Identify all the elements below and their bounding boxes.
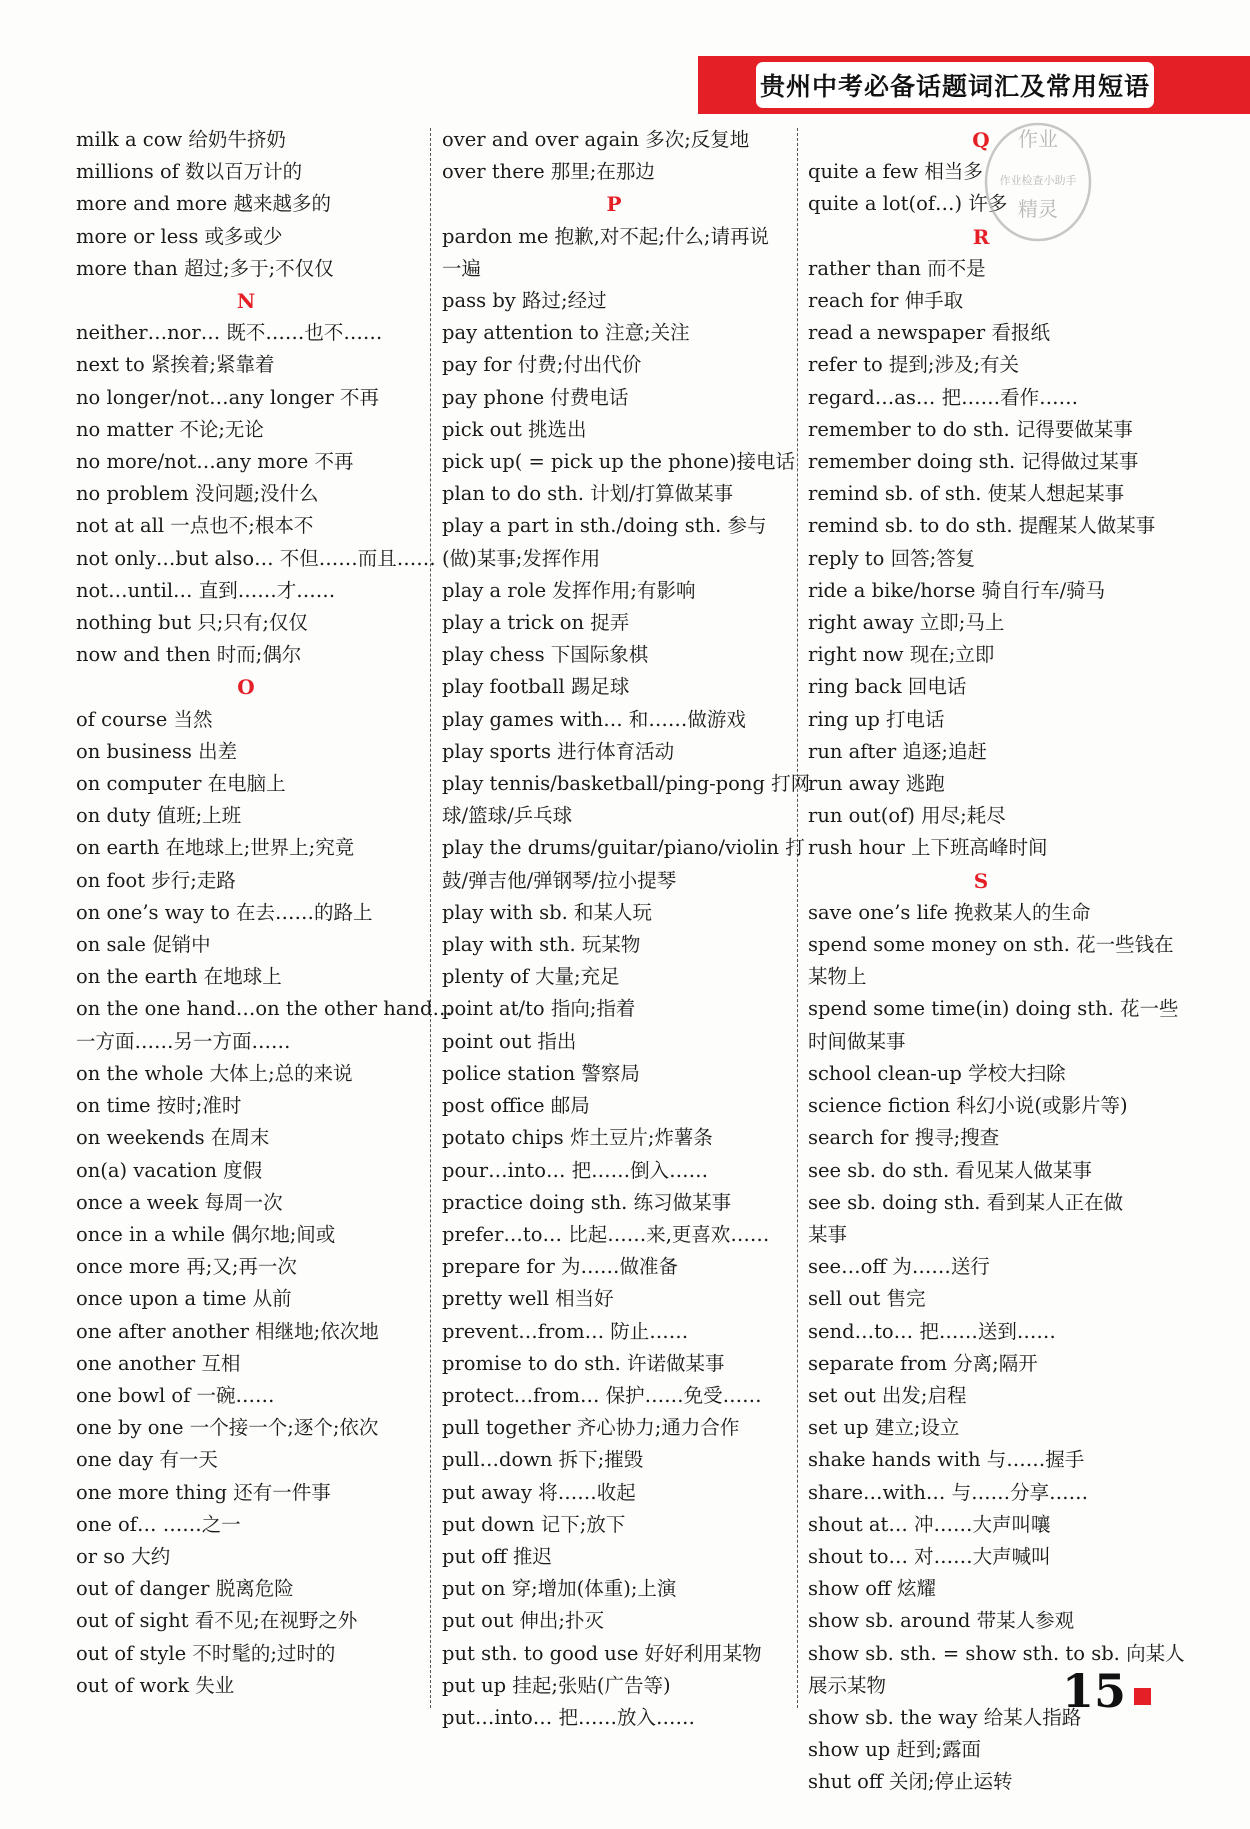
phrase-entry: shout to… 对……大声喊叫: [808, 1544, 1051, 1568]
phrase-entry: rush hour 上下班高峰时间: [808, 836, 1048, 860]
phrase-entry: pass by 路过;经过: [442, 289, 607, 313]
phrase-entry: rather than 而不是: [808, 256, 986, 280]
phrase-entry: no more/not…any more 不再: [76, 450, 354, 474]
stamp-top-text: 作业: [1018, 127, 1058, 151]
column-divider: [797, 128, 798, 1708]
phrase-entry: reply to 回答;答复: [808, 546, 976, 570]
phrase-entry: set out 出发;启程: [808, 1383, 967, 1407]
phrase-entry: point at/to 指向;指着: [442, 997, 636, 1021]
phrase-entry: on computer 在电脑上: [76, 772, 286, 796]
phrase-entry: 展示某物: [808, 1673, 887, 1697]
phrase-entry: quite a lot(of…) 许多: [808, 192, 1008, 216]
phrase-entry: once more 再;又;再一次: [76, 1255, 297, 1279]
phrase-entry: remember to do sth. 记得要做某事: [808, 417, 1133, 441]
phrase-entry: put…into… 把……放入……: [442, 1705, 695, 1729]
phrase-entry: 鼓/弹吉他/弹钢琴/拉小提琴: [442, 868, 677, 892]
phrase-entry: 一方面……另一方面……: [76, 1029, 291, 1053]
phrase-entry: potato chips 炸土豆片;炸薯条: [442, 1126, 713, 1150]
column-right: [808, 124, 1185, 1799]
phrase-entry: read a newspaper 看报纸: [808, 321, 1050, 345]
phrase-entry: right now 现在;立即: [808, 643, 995, 667]
page-marker-square: [1134, 1688, 1151, 1705]
phrase-entry: play football 踢足球: [442, 675, 630, 699]
phrase-entry: run away 逃跑: [808, 772, 945, 796]
phrase-entry: play with sb. 和某人玩: [442, 900, 652, 924]
phrase-entry: save one’s life 挽救某人的生命: [808, 900, 1091, 924]
phrase-entry: pay for 付费;付出代价: [442, 353, 642, 377]
phrase-entry: out of sight 看不见;在视野之外: [76, 1609, 358, 1633]
phrase-entry: remember doing sth. 记得做过某事: [808, 450, 1139, 474]
phrase-entry: more than 超过;多于;不仅仅: [76, 256, 334, 280]
phrase-entry: pay attention to 注意;关注: [442, 321, 690, 345]
phrase-entry: prepare for 为……做准备: [442, 1255, 678, 1279]
phrase-entry: of course 当然: [76, 707, 213, 731]
phrase-entry: pay phone 付费电话: [442, 385, 629, 409]
phrase-entry: show up 赶到;露面: [808, 1738, 982, 1762]
phrase-entry: on foot 步行;走路: [76, 868, 236, 892]
phrase-entry: science fiction 科幻小说(或影片等): [808, 1094, 1128, 1118]
phrase-entry: on time 按时;准时: [76, 1094, 242, 1118]
section-letter: N: [236, 289, 256, 314]
phrase-entry: refer to 提到;涉及;有关: [808, 353, 1020, 377]
phrase-entry: shake hands with 与……握手: [808, 1448, 1085, 1472]
section-letter: S: [973, 868, 989, 893]
phrase-entry: play tennis/basketball/ping-pong 打网: [442, 772, 811, 796]
phrase-entry: 某物上: [808, 965, 867, 989]
phrase-entry: or so 大约: [76, 1544, 171, 1568]
phrase-entry: promise to do sth. 许诺做某事: [442, 1351, 725, 1375]
stamp-middle-text: 作业检查小助手: [999, 174, 1077, 187]
phrase-entry: out of danger 脱离危险: [76, 1577, 294, 1601]
phrase-entry: over there 那里;在那边: [442, 160, 655, 184]
phrase-entry: shut off 关闭;停止运转: [808, 1770, 1013, 1794]
phrase-entry: play a role 发挥作用;有影响: [442, 578, 696, 602]
phrase-entry: ring back 回电话: [808, 675, 967, 699]
phrase-entry: on sale 促销中: [76, 933, 211, 957]
phrase-entry: one another 互相: [76, 1351, 241, 1375]
phrase-entry: once in a while 偶尔地;间或: [76, 1222, 336, 1246]
section-letter: R: [972, 224, 990, 249]
phrase-entry: put up 挂起;张贴(广告等): [442, 1673, 671, 1697]
phrase-entry: one of… ……之一: [76, 1512, 241, 1536]
phrase-entry: separate from 分离;隔开: [808, 1351, 1038, 1375]
phrase-entry: pardon me 抱歉,对不起;什么;请再说: [442, 224, 769, 248]
stamp-bottom-text: 精灵: [1018, 197, 1058, 221]
phrase-entry: see…off 为……送行: [808, 1255, 990, 1279]
phrase-entry: not…until… 直到……才……: [76, 578, 336, 602]
phrase-entry: on business 出差: [76, 739, 238, 763]
phrase-entry: pour…into… 把……倒入……: [442, 1158, 709, 1182]
phrase-entry: share…with… 与……分享……: [808, 1480, 1089, 1504]
phrase-entry: put off 推迟: [442, 1544, 552, 1568]
phrase-entry: (做)某事;发挥作用: [442, 546, 601, 570]
phrase-entry: out of work 失业: [76, 1673, 235, 1697]
phrase-entry: more or less 或多或少: [76, 224, 283, 248]
column-middle: [442, 124, 811, 1734]
phrase-entry: on the earth 在地球上: [76, 965, 282, 989]
phrase-entry: show sb. the way 给某人指路: [808, 1705, 1082, 1729]
phrase-entry: put on 穿;增加(体重);上演: [442, 1577, 677, 1601]
phrase-entry: play the drums/guitar/piano/violin 打: [442, 836, 805, 860]
column-left: [76, 124, 452, 1702]
phrase-entry: on earth 在地球上;世界上;究竟: [76, 836, 355, 860]
phrase-entry: put away 将……收起: [442, 1480, 636, 1504]
phrase-entry: see sb. doing sth. 看到某人正在做: [808, 1190, 1124, 1214]
phrase-entry: show sb. sth. = show sth. to sb. 向某人: [808, 1641, 1185, 1665]
phrase-entry: pick up( = pick up the phone)接电话: [442, 450, 796, 474]
column-divider: [430, 128, 431, 1708]
phrase-entry: one by one 一个接一个;逐个;依次: [76, 1416, 379, 1440]
phrase-entry: ring up 打电话: [808, 707, 945, 731]
phrase-entry: pretty well 相当好: [442, 1287, 614, 1311]
phrase-entry: one after another 相继地;依次地: [76, 1319, 379, 1343]
phrase-entry: play sports 进行体育活动: [442, 739, 675, 763]
phrase-entry: put out 伸出;扑灭: [442, 1609, 604, 1633]
phrase-entry: shout at… 冲……大声叫嚷: [808, 1512, 1051, 1536]
section-letter: Q: [972, 128, 990, 152]
phrase-entry: put sth. to good use 好好利用某物: [442, 1641, 762, 1665]
phrase-entry: ride a bike/horse 骑自行车/骑马: [808, 578, 1106, 602]
phrase-entry: on weekends 在周末: [76, 1126, 270, 1150]
phrase-entry: pick out 挑选出: [442, 417, 587, 441]
phrase-entry: once a week 每周一次: [76, 1190, 283, 1214]
phrase-entry: over and over again 多次;反复地: [442, 128, 750, 151]
phrase-entry: prefer…to… 比起……来,更喜欢……: [442, 1222, 770, 1246]
phrase-entry: spend some time(in) doing sth. 花一些: [808, 997, 1179, 1021]
phrase-entry: nothing but 只;只有;仅仅: [76, 611, 308, 635]
phrase-entry: no matter 不论;无论: [76, 417, 264, 441]
phrase-entry: on the whole 大体上;总的来说: [76, 1061, 353, 1085]
phrase-entry: no longer/not…any longer 不再: [76, 385, 380, 409]
phrase-entry: play with sth. 玩某物: [442, 933, 641, 957]
phrase-entry: search for 搜寻;搜查: [808, 1126, 1000, 1150]
phrase-entry: 一遍: [442, 256, 482, 280]
phrase-entry: on one’s way to 在去……的路上: [76, 900, 373, 924]
phrase-entry: see sb. do sth. 看见某人做某事: [808, 1158, 1092, 1182]
phrase-entry: 球/篮球/乒乓球: [442, 804, 573, 828]
phrase-entry: reach for 伸手取: [808, 289, 964, 313]
phrase-entry: run out(of) 用尽;耗尽: [808, 804, 1006, 828]
phrase-entry: plenty of 大量;充足: [442, 965, 620, 989]
phrase-entry: post office 邮局: [442, 1094, 590, 1118]
phrase-entry: no problem 没问题;没什么: [76, 482, 319, 506]
page-title: 贵州中考必备话题词汇及常用短语: [756, 62, 1154, 108]
stamp-seal: [976, 116, 1096, 246]
phrase-entry: one day 有一天: [76, 1448, 218, 1472]
phrase-entry: on duty 值班;上班: [76, 804, 242, 828]
phrase-entry: not only…but also… 不但……而且……: [76, 546, 436, 570]
phrase-entry: play a trick on 捉弄: [442, 611, 630, 635]
phrase-entry: set up 建立;设立: [808, 1416, 960, 1440]
phrase-entry: neither…nor… 既不……也不……: [76, 321, 383, 345]
phrase-entry: once upon a time 从前: [76, 1287, 292, 1311]
phrase-entry: play chess 下国际象棋: [442, 643, 649, 667]
phrase-entry: practice doing sth. 练习做某事: [442, 1190, 732, 1214]
phrase-entry: quite a few 相当多: [808, 160, 983, 184]
phrase-entry: 某事: [808, 1222, 848, 1246]
phrase-entry: remind sb. of sth. 使某人想起某事: [808, 482, 1125, 506]
phrase-entry: send…to… 把……送到……: [808, 1319, 1056, 1343]
phrase-entry: on the one hand…on the other hand…: [76, 997, 452, 1021]
phrase-entry: protect…from… 保护……免受……: [442, 1383, 762, 1407]
phrase-entry: plan to do sth. 计划/打算做某事: [442, 482, 734, 506]
phrase-entry: pull…down 拆下;摧毁: [442, 1448, 644, 1472]
phrase-entry: not at all 一点也不;根本不: [76, 514, 314, 538]
phrase-entry: right away 立即;马上: [808, 611, 1005, 635]
phrase-entry: remind sb. to do sth. 提醒某人做某事: [808, 514, 1156, 538]
phrase-entry: now and then 时而;偶尔: [76, 643, 302, 667]
phrase-entry: play a part in sth./doing sth. 参与: [442, 514, 767, 538]
phrase-entry: show sb. around 带某人参观: [808, 1609, 1075, 1633]
section-letter: P: [606, 192, 622, 217]
phrase-entry: put down 记下;放下: [442, 1512, 626, 1536]
phrase-entry: sell out 售完: [808, 1287, 926, 1311]
phrase-entry: school clean-up 学校大扫除: [808, 1061, 1066, 1085]
page-number: 15: [1062, 1664, 1127, 1718]
phrase-entry: run after 追逐;追赶: [808, 739, 987, 763]
phrase-entry: police station 警察局: [442, 1061, 640, 1085]
section-letter: O: [237, 675, 255, 700]
phrase-entry: on(a) vacation 度假: [76, 1158, 263, 1182]
phrase-entry: regard…as… 把……看作……: [808, 385, 1079, 409]
phrase-entry: 时间做某事: [808, 1029, 906, 1053]
phrase-entry: prevent…from… 防止……: [442, 1319, 689, 1343]
phrase-entry: one more thing 还有一件事: [76, 1480, 331, 1504]
phrase-entry: show off 炫耀: [808, 1577, 936, 1601]
phrase-entry: one bowl of 一碗……: [76, 1383, 275, 1407]
phrase-entry: play games with… 和……做游戏: [442, 707, 746, 731]
phrase-entry: out of style 不时髦的;过时的: [76, 1641, 336, 1665]
phrase-entry: spend some money on sth. 花一些钱在: [808, 933, 1174, 957]
phrase-entry: next to 紧挨着;紧靠着: [76, 353, 275, 377]
phrase-entry: point out 指出: [442, 1029, 577, 1053]
phrase-entry: millions of 数以百万计的: [76, 160, 303, 184]
phrase-entry: pull together 齐心协力;通力合作: [442, 1416, 740, 1440]
phrase-entry: more and more 越来越多的: [76, 192, 331, 216]
phrase-entry: milk a cow 给奶牛挤奶: [76, 128, 286, 151]
